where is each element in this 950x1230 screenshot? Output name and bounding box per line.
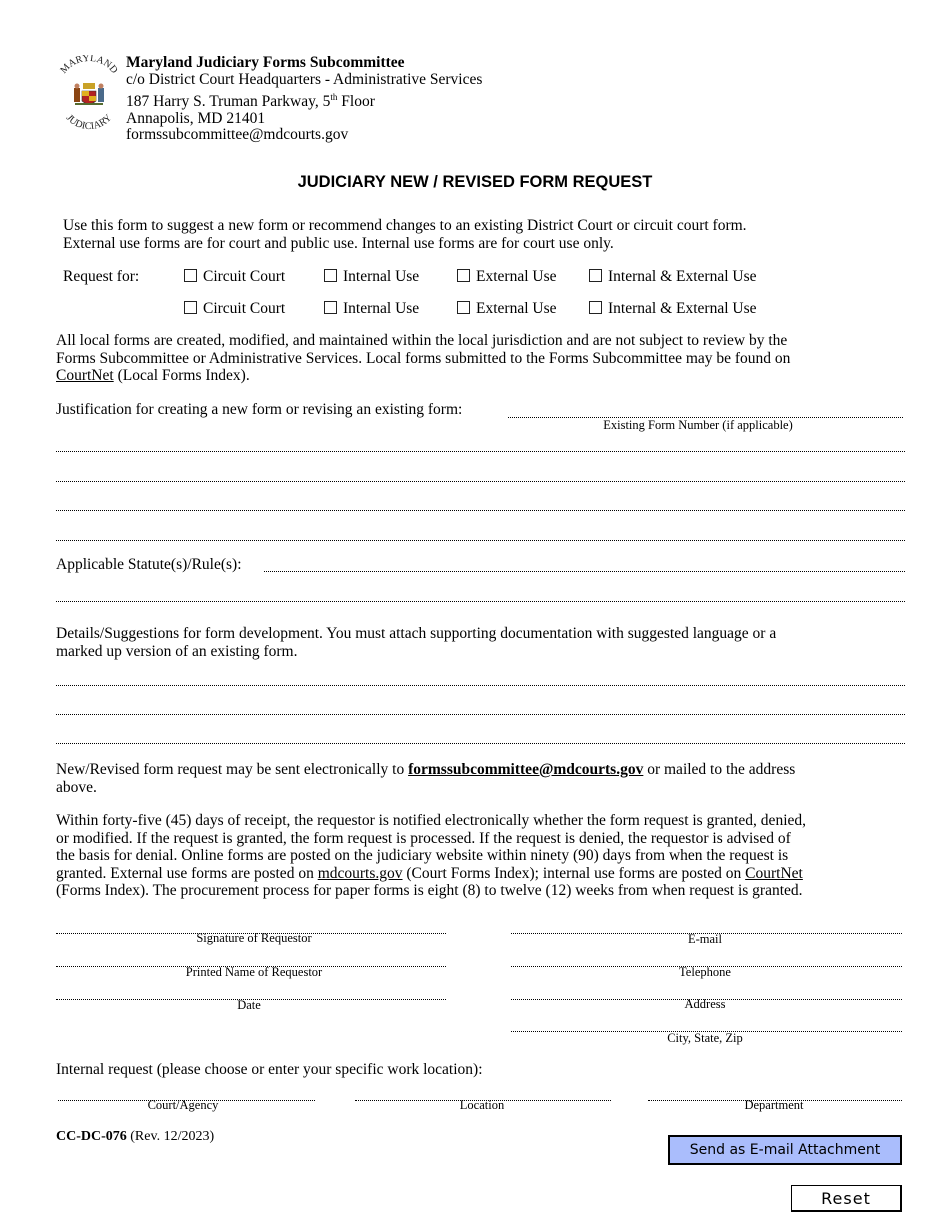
street-address: 187 Harry S. Truman Parkway, 5 bbox=[126, 92, 331, 110]
justification-line-1[interactable] bbox=[56, 451, 905, 452]
address-caption: Address bbox=[684, 997, 726, 1011]
page-title: JUDICIARY NEW / REVISED FORM REQUEST bbox=[297, 173, 653, 191]
intro-line-2: External use forms are for court and public use. Internal use forms are for court use only. bbox=[63, 234, 614, 252]
details-line-2[interactable] bbox=[56, 714, 905, 715]
checkbox-internal-external-use-1[interactable]: Internal & External Use bbox=[589, 268, 756, 286]
justification-line-2[interactable] bbox=[56, 481, 905, 482]
courtnet-forms-link[interactable]: CourtNet bbox=[745, 864, 803, 882]
city-state-zip-caption: City, State, Zip bbox=[667, 1031, 743, 1045]
checkbox-icon[interactable] bbox=[589, 269, 602, 282]
floor-suffix: th bbox=[330, 91, 338, 102]
intro-text bbox=[63, 217, 747, 252]
submit-info: New/Revised form request may be sent electronically to formssubcommittee@mdcourts.gov or mailed to the address above. bbox=[56, 761, 796, 796]
details-line-3[interactable] bbox=[56, 743, 905, 744]
court-agency-caption: Court/Agency bbox=[147, 1098, 219, 1112]
department-caption: Department bbox=[744, 1098, 804, 1112]
maryland-judiciary-logo bbox=[55, 55, 123, 133]
process-info: Within forty-five (45) days of receipt, the requestor is notified electronically whether the form request is granted, denied, or modified. If the request is granted, the form request is processed. If the request is denied, the requestor is advised of the basis for denial. Online forms are posted on the judiciary website within ninety (90) days from when the request is granted. External use forms are posted on mdcourts.gov (Court Forms Index); internal use forms are posted on CourtNet (Forms Index). The procurement process for paper forms is eight (8) to twelve (12) weeks from when request is granted. bbox=[56, 812, 807, 899]
justification-label: Justification for creating a new form or revising an existing form: bbox=[56, 401, 463, 418]
checkbox-internal-external-use-2[interactable]: Internal & External Use bbox=[589, 300, 756, 318]
checkbox-icon[interactable] bbox=[324, 269, 337, 282]
svg-text:JUDICIARY: JUDICIARY bbox=[63, 112, 115, 133]
checkbox-internal-use-2[interactable]: Internal Use bbox=[324, 300, 419, 318]
statutes-label: Applicable Statute(s)/Rule(s): bbox=[56, 556, 242, 573]
justification-line-3[interactable] bbox=[56, 510, 905, 511]
checkbox-icon[interactable] bbox=[457, 301, 470, 314]
address-line-3 bbox=[126, 89, 482, 111]
printed-name-caption: Printed Name of Requestor bbox=[185, 965, 323, 979]
address-line-2: c/o District Court Headquarters - Administrative Services bbox=[126, 70, 483, 88]
existing-form-number-caption: Existing Form Number (if applicable) bbox=[603, 418, 793, 432]
form-number: CC-DC-076 bbox=[56, 1129, 127, 1144]
checkbox-icon[interactable] bbox=[184, 301, 197, 314]
intro-line-1: Use this form to suggest a new form or recommend changes to an existing District Court or circuit court form. bbox=[63, 217, 747, 234]
signature-caption: Signature of Requestor bbox=[196, 931, 312, 945]
checkbox-icon[interactable] bbox=[184, 269, 197, 282]
form-revision: (Rev. 12/2023) bbox=[126, 1129, 215, 1144]
local-forms-notice: All local forms are created, modified, and maintained within the local jurisdiction and are not subject to review by the Forms Subcommittee or Administrative Services. Local forms submitted to the Forms Subcommittee may be found on CourtNet (Local Forms Index). bbox=[56, 332, 791, 384]
checkbox-icon[interactable] bbox=[324, 301, 337, 314]
header-address-block bbox=[126, 55, 482, 144]
statutes-field[interactable] bbox=[264, 571, 905, 572]
mdcourts-link[interactable]: mdcourts.gov bbox=[317, 864, 403, 882]
details-line-1[interactable] bbox=[56, 685, 905, 686]
date-caption: Date bbox=[237, 998, 261, 1012]
header-email: formssubcommittee@mdcourts.gov bbox=[126, 126, 349, 144]
floor-label: Floor bbox=[337, 92, 375, 110]
form-id bbox=[56, 1129, 214, 1145]
address-line-4: Annapolis, MD 21401 bbox=[126, 109, 266, 127]
checkbox-circuit-court-1[interactable]: Circuit Court bbox=[184, 268, 285, 286]
reset-button[interactable]: Reset bbox=[791, 1185, 902, 1212]
email-caption: E-mail bbox=[687, 932, 722, 946]
maryland-seal-icon bbox=[55, 55, 123, 133]
subcommittee-email-link[interactable]: formssubcommittee@mdcourts.gov bbox=[408, 761, 644, 778]
location-caption: Location bbox=[459, 1098, 505, 1112]
send-email-attachment-button[interactable]: Send as E-mail Attachment bbox=[668, 1135, 902, 1165]
checkbox-external-use-2[interactable]: External Use bbox=[457, 300, 556, 318]
svg-text:MARYLAND: MARYLAND bbox=[58, 55, 120, 76]
org-name: Maryland Judiciary Forms Subcommittee bbox=[126, 54, 405, 71]
checkbox-icon[interactable] bbox=[457, 269, 470, 282]
checkbox-circuit-court-2[interactable]: Circuit Court bbox=[184, 300, 285, 318]
details-label: Details/Suggestions for form development. You must attach supporting documentation with suggested language or a marked up version of an existing form. bbox=[56, 625, 777, 660]
request-for-label: Request for: bbox=[63, 268, 140, 285]
checkbox-external-use-1[interactable]: External Use bbox=[457, 268, 556, 286]
internal-request-label: Internal request (please choose or enter your specific work location): bbox=[56, 1061, 483, 1078]
checkbox-internal-use-1[interactable]: Internal Use bbox=[324, 268, 419, 286]
statutes-line-2[interactable] bbox=[56, 601, 905, 602]
checkbox-icon[interactable] bbox=[589, 301, 602, 314]
justification-line-4[interactable] bbox=[56, 540, 905, 541]
telephone-caption: Telephone bbox=[679, 965, 731, 979]
courtnet-link[interactable]: CourtNet bbox=[56, 367, 114, 384]
